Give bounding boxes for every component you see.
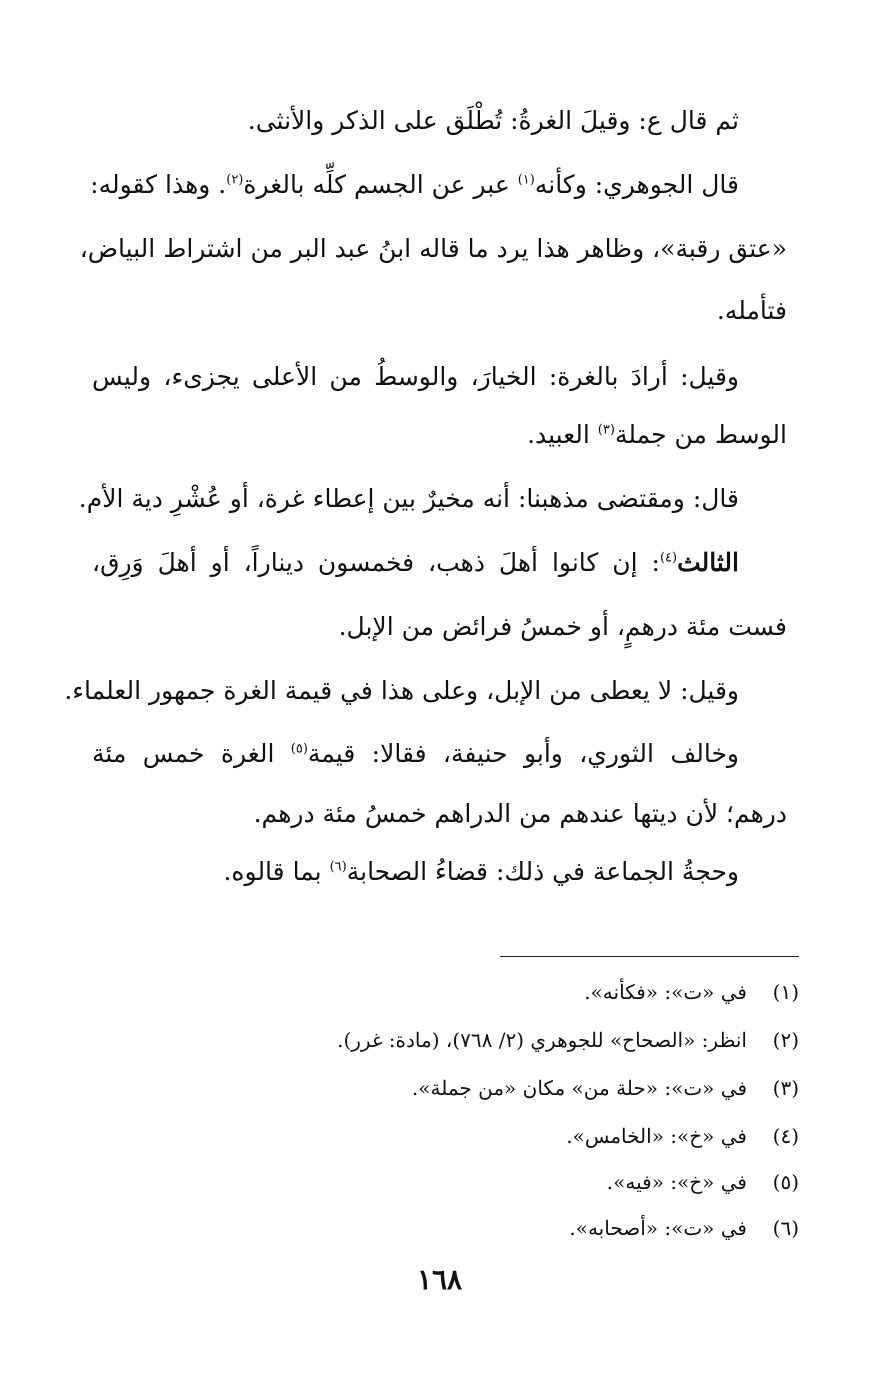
body-line: «عتق رقبة»، وظاهر هذا يرد ما قاله ابنُ عبد البر من اشتراط البياض، [79,234,787,263]
body-line: الثالث$^{(٤)}$: إن كانوا أهلَ ذهب، فخمسون ديناراً، أو أهلَ وَرِق، [92,548,739,577]
footnote-ref: (٥) [290,741,308,757]
footnote-text: في «ت»: «حلة من» مكان «من جملة». [411,1076,747,1100]
footnote [99,1026,799,1054]
body-line: درهم؛ لأن ديتها عندهم من الدراهم خمسُ مئة درهم. [253,799,787,828]
footnote-number: (٣) [772,1076,799,1100]
body-line: وخالف الثوري، وأبو حنيفة، فقالا: قيمة$^{(٥)}$ الغرة خمس مئة [92,739,739,768]
footnote-ref: (١) [517,172,535,188]
body-line: وقيل: أرادَ بالغرة: الخيارَ، والوسطُ من الأعلى يجزىء، وليس [92,362,739,391]
footnote-ref: (٢) [226,172,244,188]
footnote-separator [500,956,799,957]
footnote-text: في «ت»: «أصحابه». [569,1216,747,1240]
footnote-ref: (٤) [659,550,678,566]
footnote [99,1074,799,1102]
body-line: قال: ومقتضى مذهبنا: أنه مخيرٌ بين إعطاء غرة، أو عُشْرِ دية الأم. [78,484,739,513]
body-line: فتأمله. [716,296,787,325]
footnote [99,1168,799,1196]
footnote-text: في «ت»: «فكأنه». [584,980,747,1004]
footnote-ref: (٦) [329,859,347,875]
footnote [99,978,799,1006]
footnote-text: في «خ»: «فيه». [606,1170,747,1194]
body-line: وحجةُ الجماعة في ذلك: قضاءُ الصحابة$^{(٦)}$ بما قالوه. [223,857,739,886]
body-line: الوسط من جملة$^{(٣)}$ العبيد. [527,420,787,449]
footnote-number: (٥) [772,1170,799,1194]
page-number: ١٦٨ [416,1263,463,1296]
footnote-ref: (٣) [597,422,615,438]
body-line: فست مئة درهمٍ، أو خمسُ فرائض من الإبل. [338,612,787,641]
section-heading: الثالث [677,548,739,577]
footnote-text: في «خ»: «الخامس». [566,1124,747,1148]
footnote [99,1122,799,1150]
footnote-number: (٦) [772,1216,799,1240]
body-line: وقيل: لا يعطى من الإبل، وعلى هذا في قيمة الغرة جمهور العلماء. [64,676,739,705]
footnote-text: انظر: «الصحاح» للجوهري (٢/ ٧٦٨)، (مادة: غرر). [337,1028,747,1052]
footnote [99,1214,799,1242]
body-line: ثم قال ع: وقيلَ الغرةُ: تُطْلَق على الذكر والأنثى. [247,106,739,135]
body-line: قال الجوهري: وكأنه$^{(١)}$ عبر عن الجسم كلِّه بالغرة$^{(٢)}$. وهذا كقوله: [90,170,739,199]
footnote-number: (٤) [772,1124,799,1148]
footnote-number: (١) [772,980,799,1004]
footnote-number: (٢) [772,1028,799,1052]
